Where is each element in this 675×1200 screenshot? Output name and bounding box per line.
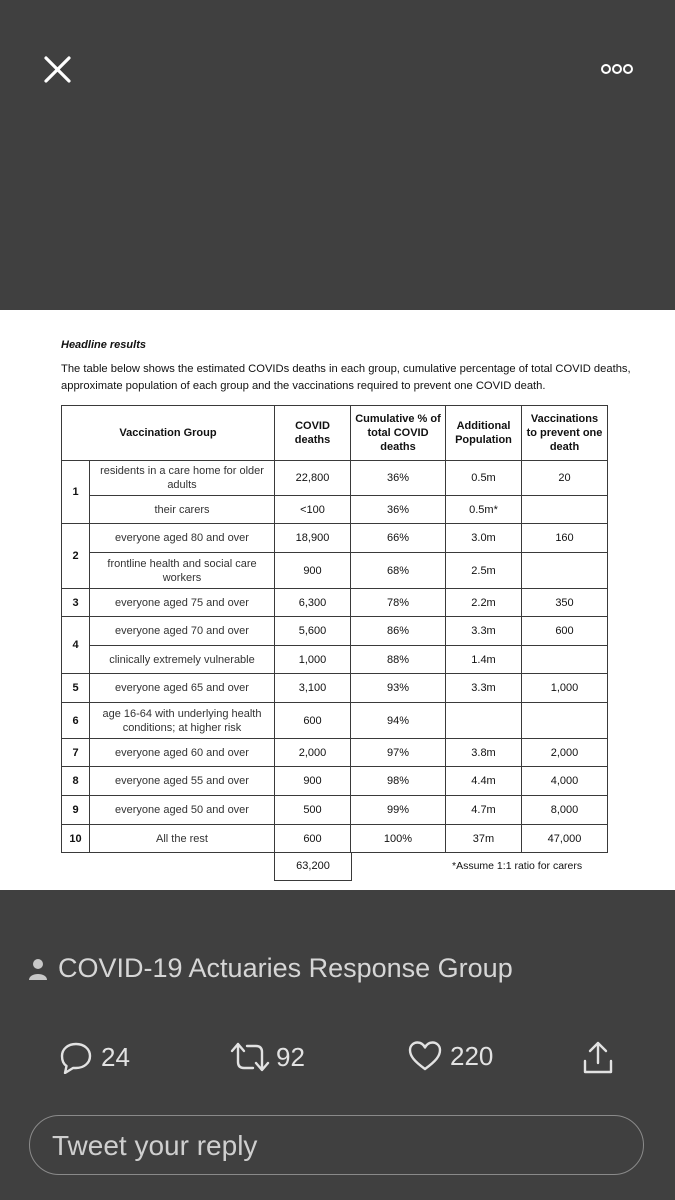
group-name: All the rest <box>90 825 275 853</box>
table-row <box>62 617 608 646</box>
vaccinations-cell: 8,000 <box>522 796 608 825</box>
group-number: 8 <box>62 767 90 796</box>
total-deaths-cell: 63,200 <box>274 852 352 881</box>
vaccinations-cell: 47,000 <box>522 825 608 853</box>
table-row <box>62 553 608 589</box>
deaths-cell: 22,800 <box>275 461 351 496</box>
reply-icon <box>59 1040 93 1074</box>
population-cell: 3.8m <box>446 739 522 767</box>
deaths-cell: 600 <box>275 703 351 739</box>
vaccinations-cell: 20 <box>522 461 608 496</box>
document-intro: The table below shows the estimated COVIDs deaths in each group, cumulative percentage of total COVID deaths, approximate population of each group and the vaccinations required to prevent one COVID death. <box>61 363 631 392</box>
table-row <box>62 767 608 796</box>
vaccinations-cell: 1,000 <box>522 674 608 703</box>
population-cell: 4.4m <box>446 767 522 796</box>
table-row <box>62 646 608 674</box>
group-number: 1 <box>62 461 90 524</box>
population-cell <box>446 703 522 739</box>
like-count: 220 <box>450 1040 494 1071</box>
population-cell: 4.7m <box>446 796 522 825</box>
cumulative-cell: 78% <box>351 589 446 617</box>
share-icon <box>581 1040 615 1076</box>
cumulative-cell: 94% <box>351 703 446 739</box>
population-cell: 3.3m <box>446 674 522 703</box>
group-number: 2 <box>62 524 90 589</box>
group-name: everyone aged 80 and over <box>90 524 275 553</box>
document-heading: Headline results <box>61 339 146 351</box>
reply-box[interactable] <box>29 1115 644 1175</box>
population-cell: 2.2m <box>446 589 522 617</box>
column-header-group: Vaccination Group <box>62 406 275 461</box>
group-number: 4 <box>62 617 90 674</box>
cumulative-cell: 68% <box>351 553 446 589</box>
person-icon <box>28 957 48 981</box>
heart-icon <box>408 1040 442 1072</box>
deaths-cell: 5,600 <box>275 617 351 646</box>
more-options-button[interactable] <box>596 58 638 80</box>
population-cell: 0.5m <box>446 461 522 496</box>
group-number: 7 <box>62 739 90 767</box>
reply-input[interactable] <box>50 1128 614 1164</box>
group-number: 10 <box>62 825 90 853</box>
population-cell: 37m <box>446 825 522 853</box>
column-header-population: Additional Population <box>446 406 522 461</box>
table-row <box>62 739 608 767</box>
retweet-button[interactable] <box>228 1040 305 1074</box>
column-header-deaths: COVID deaths <box>275 406 351 461</box>
group-name: their carers <box>90 496 275 524</box>
more-options-icon <box>596 58 638 80</box>
population-cell: 1.4m <box>446 646 522 674</box>
group-number: 9 <box>62 796 90 825</box>
share-button[interactable] <box>581 1040 615 1076</box>
group-name: everyone aged 55 and over <box>90 767 275 796</box>
table-row <box>62 796 608 825</box>
cumulative-cell: 88% <box>351 646 446 674</box>
tweet-image[interactable] <box>0 310 675 890</box>
retweet-icon <box>228 1040 272 1074</box>
deaths-cell: 18,900 <box>275 524 351 553</box>
group-name: everyone aged 50 and over <box>90 796 275 825</box>
deaths-cell: 2,000 <box>275 739 351 767</box>
vaccinations-cell <box>522 553 608 589</box>
vaccinations-cell <box>522 496 608 524</box>
vaccinations-cell: 2,000 <box>522 739 608 767</box>
table-row <box>62 496 608 524</box>
cumulative-cell: 100% <box>351 825 446 853</box>
group-name: everyone aged 75 and over <box>90 589 275 617</box>
deaths-cell: 900 <box>275 553 351 589</box>
group-name: clinically extremely vulnerable <box>90 646 275 674</box>
population-cell: 3.3m <box>446 617 522 646</box>
column-header-vaccinations: Vaccinations to prevent one death <box>522 406 608 461</box>
retweet-count: 92 <box>276 1041 305 1072</box>
table-row <box>62 589 608 617</box>
deaths-cell: 3,100 <box>275 674 351 703</box>
like-button[interactable] <box>408 1040 493 1072</box>
deaths-cell: 900 <box>275 767 351 796</box>
vaccinations-cell: 160 <box>522 524 608 553</box>
group-name: everyone aged 60 and over <box>90 739 275 767</box>
results-table <box>61 405 608 853</box>
table-row <box>62 825 608 853</box>
group-number: 6 <box>62 703 90 739</box>
cumulative-cell: 36% <box>351 496 446 524</box>
group-name: residents in a care home for older adults <box>90 461 275 496</box>
cumulative-cell: 98% <box>351 767 446 796</box>
group-name: everyone aged 70 and over <box>90 617 275 646</box>
deaths-cell: 1,000 <box>275 646 351 674</box>
cumulative-cell: 93% <box>351 674 446 703</box>
deaths-cell: <100 <box>275 496 351 524</box>
cumulative-cell: 99% <box>351 796 446 825</box>
tweet-author[interactable] <box>28 953 513 984</box>
close-button[interactable] <box>40 52 76 86</box>
tweet-actions <box>0 1040 675 1088</box>
cumulative-cell: 66% <box>351 524 446 553</box>
cumulative-cell: 36% <box>351 461 446 496</box>
vaccinations-cell: 350 <box>522 589 608 617</box>
table-row <box>62 461 608 496</box>
carers-footnote: *Assume 1:1 ratio for carers <box>452 860 583 872</box>
vaccinations-cell: 4,000 <box>522 767 608 796</box>
vaccinations-cell <box>522 646 608 674</box>
table-row <box>62 674 608 703</box>
reply-count: 24 <box>101 1041 130 1072</box>
population-cell: 3.0m <box>446 524 522 553</box>
deaths-cell: 600 <box>275 825 351 853</box>
group-number: 3 <box>62 589 90 617</box>
population-cell: 2.5m <box>446 553 522 589</box>
table-row <box>62 703 608 739</box>
column-header-cumulative: Cumulative % of total COVID deaths <box>351 406 446 461</box>
group-number: 5 <box>62 674 90 703</box>
reply-button[interactable] <box>59 1040 130 1074</box>
vaccinations-cell: 600 <box>522 617 608 646</box>
group-name: frontline health and social care workers <box>90 553 275 589</box>
population-cell: 0.5m* <box>446 496 522 524</box>
table-row <box>62 524 608 553</box>
vaccinations-cell <box>522 703 608 739</box>
close-icon <box>40 52 76 86</box>
deaths-cell: 6,300 <box>275 589 351 617</box>
group-name: everyone aged 65 and over <box>90 674 275 703</box>
table-header-row <box>62 406 608 461</box>
cumulative-cell: 97% <box>351 739 446 767</box>
deaths-cell: 500 <box>275 796 351 825</box>
author-name: COVID-19 Actuaries Response Group <box>58 953 513 983</box>
group-name: age 16-64 with underlying health conditions; at higher risk <box>90 703 275 739</box>
cumulative-cell: 86% <box>351 617 446 646</box>
